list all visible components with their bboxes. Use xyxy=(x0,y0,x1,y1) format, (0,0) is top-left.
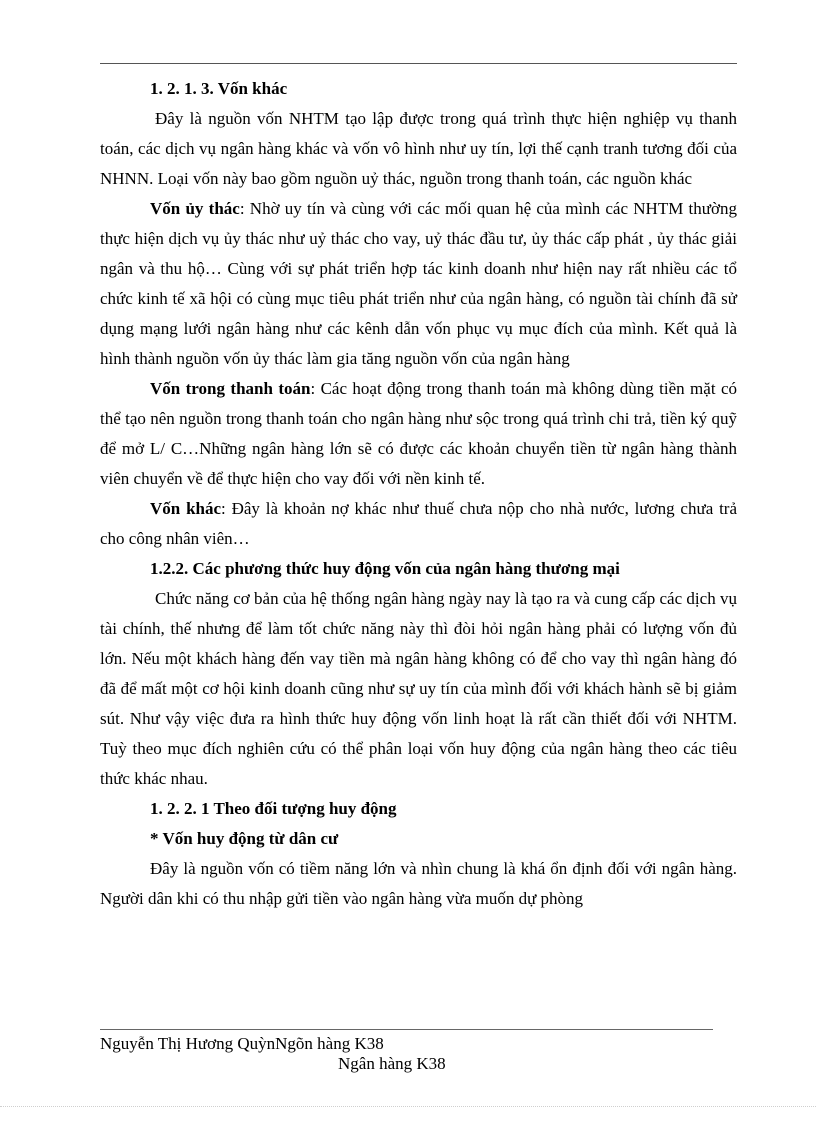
text-payment-capital: : Các hoạt động trong thanh toán mà không dùng tiền mặt có thể tạo nên nguồn trong thanh toán cho ngân hàng như sộc trong quá trình chi trả, tiền ký quỹ để mở L/ C…Những ngân hàng lớn sẽ có được các khoản chuyển tiền từ ngân hàng thành viên chuyển về để thực hiện cho vay đối với nền kinh tế. xyxy=(100,379,737,488)
section-heading-1221: 1. 2. 2. 1 Theo đối tượng huy động xyxy=(150,799,397,818)
text-trust-capital: : Nhờ uy tín và cùng với các mối quan hệ của mình các NHTM thường thực hiện dịch vụ ủy thác như uỷ thác cho vay, uỷ thác đầu tư, ủy thác cấp phát , ủy thác giải ngân và thu hộ… Cùng với sự phát triển hợp tác kinh doanh như hiện nay rất nhiều các tổ chức kinh tế xã hội có cùng mục tiêu phát triển như của ngân hàng, có nguồn tài chính đã sử dụng mạng lưới ngân hàng như các kênh dẫn vốn phục vụ mục đích của mình. Kết quả là hình thành nguồn vốn ủy thác làm gia tăng nguồn vốn của ngân hàng xyxy=(100,199,737,368)
paragraph-intro: Đây là nguồn vốn NHTM tạo lập được trong quá trình thực hiện nghiệp vụ thanh toán, các dịch vụ ngân hàng khác và vốn vô hình như uy tín, lợi thế cạnh tranh tương đối của NHNN. Loại vốn này bao gồm nguồn uỷ thác, nguồn trong thanh toán, các nguồn khác xyxy=(100,109,737,188)
paragraph-mobilization-methods: Chức năng cơ bản của hệ thống ngân hàng ngày nay là tạo ra và cung cấp các dịch vụ tài chính, thế nhưng để làm tốt chức năng này thì đòi hỏi ngân hàng phải có lượng vốn đủ lớn. Nếu một khách hàng đến vay tiền mà ngân hàng không có để cho vay thì ngân hàng đó đã để mất một cơ hội kinh doanh cũng như sự uy tín của mình đối với khách hành sẽ bị giảm sút. Như vậy việc đưa ra hình thức huy động vốn linh hoạt là rất cần thiết đối với NHTM. Tuỳ theo mục đích nghiên cứu có thể phân loại vốn huy động của ngân hàng theo các tiêu thức khác nhau. xyxy=(100,589,737,788)
header-rule xyxy=(100,63,737,64)
footer-rule xyxy=(100,1029,713,1030)
paragraph-household-deposits: Đây là nguồn vốn có tiềm năng lớn và nhìn chung là khá ổn định đối với ngân hàng. Người dân khi có thu nhập gửi tiền vào ngân hàng vừa muốn dự phòng xyxy=(100,859,737,908)
section-heading-122: 1.2.2. Các phương thức huy động vốn của ngân hàng thương mại xyxy=(150,559,620,578)
footer-class: Ngân hàng K38 xyxy=(338,1054,446,1073)
term-other-capital: Vốn khác xyxy=(150,499,222,518)
term-trust-capital: Vốn ủy thác xyxy=(150,199,240,218)
section-heading-1213: 1. 2. 1. 3. Vốn khác xyxy=(150,79,288,98)
page-bottom-edge xyxy=(0,1106,816,1107)
paragraph-other-capital xyxy=(100,494,737,554)
subheading-household-deposits: * Vốn huy động từ dân cư xyxy=(150,829,339,848)
text-other-capital: : Đây là khoản nợ khác như thuế chưa nộp cho nhà nước, lương chưa trả cho công nhân viên… xyxy=(100,499,738,548)
paragraph-payment-capital xyxy=(100,374,737,494)
paragraph-trust-capital xyxy=(100,194,737,374)
page-body xyxy=(100,74,737,914)
term-payment-capital: Vốn trong thanh toán xyxy=(150,379,311,398)
footer-author: Nguyễn Thị Hương QuỳnNgõn hàng K38 xyxy=(100,1034,384,1053)
